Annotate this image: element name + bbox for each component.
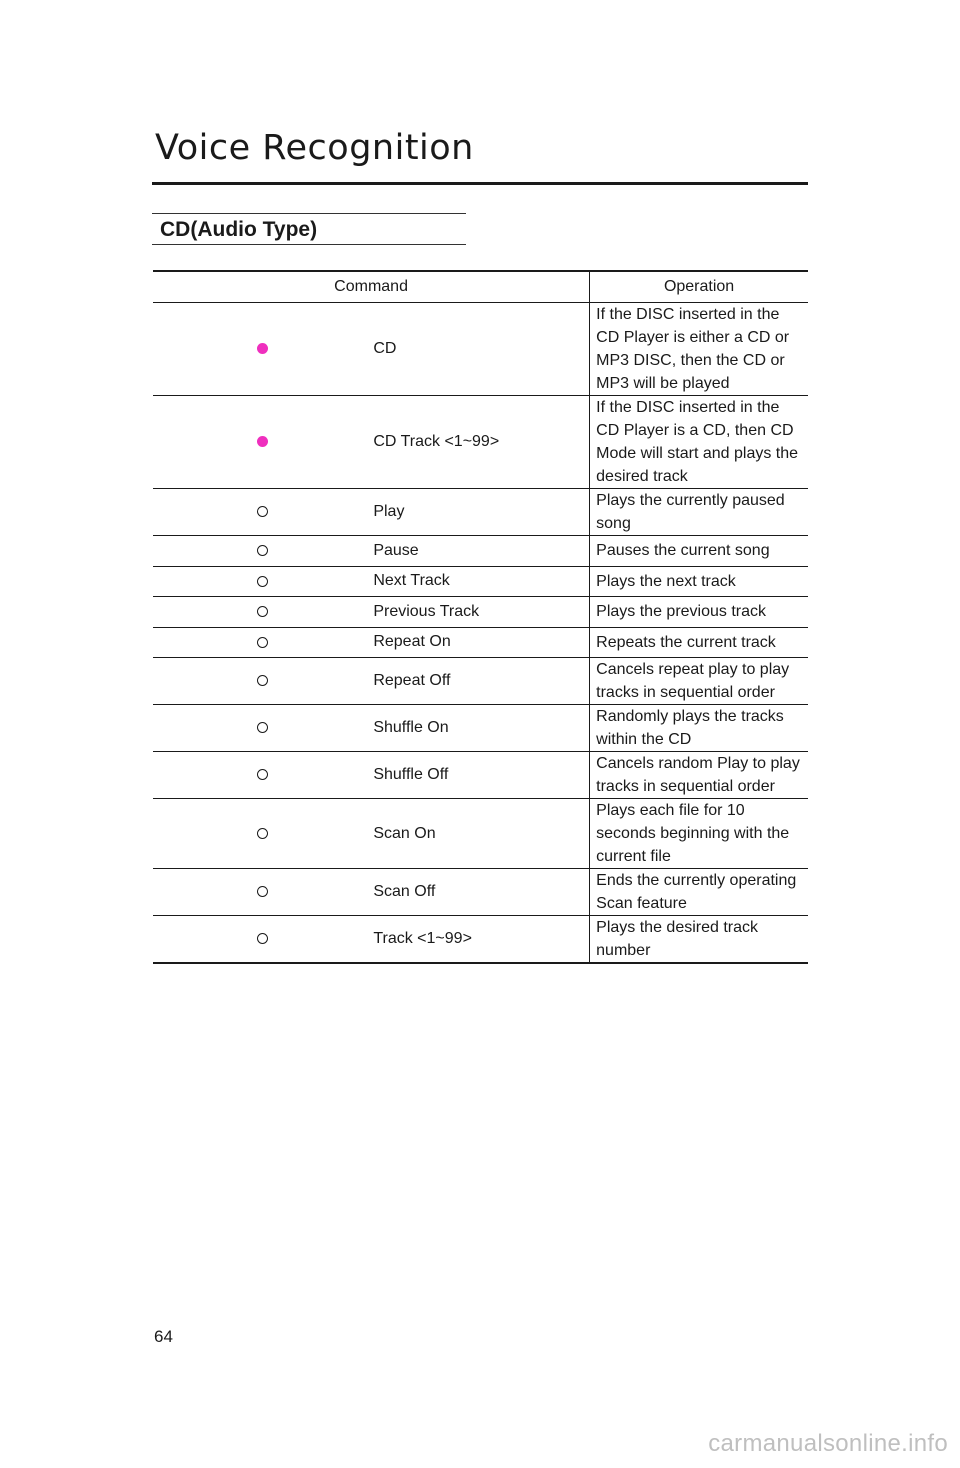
hollow-circle-icon [257, 933, 268, 944]
operation-cell: Pauses the current song [590, 536, 808, 567]
table-row [153, 658, 808, 705]
hollow-circle-icon [257, 506, 268, 517]
hollow-circle-icon [257, 828, 268, 839]
operation-cell: Cancels random Play to play tracks in sequential order [590, 752, 808, 799]
bullet-cell [153, 303, 371, 396]
table-row [153, 869, 808, 916]
table-row [153, 799, 808, 869]
column-header-operation: Operation [590, 271, 808, 303]
table-body [153, 303, 808, 964]
bullet-cell [153, 869, 371, 916]
watermark: carmanualsonline.info [708, 1430, 948, 1457]
table-row [153, 752, 808, 799]
table-row [153, 396, 808, 489]
bullet-cell [153, 658, 371, 705]
hollow-circle-icon [257, 637, 268, 648]
table-row [153, 566, 808, 597]
hollow-circle-icon [257, 769, 268, 780]
command-cell: CD [371, 303, 589, 396]
command-cell: Scan Off [371, 869, 589, 916]
page-number: 64 [154, 1327, 173, 1346]
bullet-cell [153, 597, 371, 628]
column-header-command: Command [153, 271, 590, 303]
page-title: Voice Recognition [155, 128, 474, 168]
table-header-row [153, 271, 808, 303]
command-cell: Pause [371, 536, 589, 567]
command-cell: Repeat Off [371, 658, 589, 705]
bullet-cell [153, 752, 371, 799]
operation-cell: If the DISC inserted in the CD Player is either a CD or MP3 DISC, then the CD or MP3 will be played [590, 303, 808, 396]
command-cell: Shuffle Off [371, 752, 589, 799]
bullet-cell [153, 627, 371, 658]
table-row [153, 536, 808, 567]
bullet-cell [153, 396, 371, 489]
command-cell: Track <1~99> [371, 916, 589, 964]
operation-cell: Plays the previous track [590, 597, 808, 628]
operation-cell: Cancels repeat play to play tracks in sequential order [590, 658, 808, 705]
filled-circle-icon [257, 343, 268, 354]
operation-cell: Ends the currently operating Scan feature [590, 869, 808, 916]
section-title: CD(Audio Type) [160, 218, 318, 241]
operation-cell: Plays the desired track number [596, 919, 759, 959]
operation-cell: Randomly plays the tracks within the CD [590, 705, 808, 752]
hollow-circle-icon [257, 722, 268, 733]
command-cell: CD Track <1~99> [371, 396, 589, 489]
hollow-circle-icon [257, 675, 268, 686]
command-cell: Previous Track [371, 597, 589, 628]
table-row [153, 303, 808, 396]
command-cell: Shuffle On [371, 705, 589, 752]
section-header [152, 213, 466, 245]
filled-circle-icon [257, 436, 268, 447]
bullet-cell [153, 705, 371, 752]
bullet-cell [153, 916, 371, 964]
operation-cell: Plays the currently paused song [590, 489, 808, 536]
command-cell: Scan On [371, 799, 589, 869]
hollow-circle-icon [257, 545, 268, 556]
hollow-circle-icon [257, 606, 268, 617]
bullet-cell [153, 799, 371, 869]
operation-cell: Repeats the current track [590, 627, 808, 658]
hollow-circle-icon [257, 576, 268, 587]
bullet-cell [153, 489, 371, 536]
table-row [153, 916, 808, 964]
table-row [153, 489, 808, 536]
table-row [153, 705, 808, 752]
operation-cell: Plays the next track [590, 566, 808, 597]
bullet-cell [153, 566, 371, 597]
operation-cell: If the DISC inserted in the CD Player is a CD, then CD Mode will start and plays the desired track [590, 396, 808, 489]
table-row [153, 597, 808, 628]
table-row [153, 627, 808, 658]
command-cell: Play [371, 489, 589, 536]
bullet-cell [153, 536, 371, 567]
hollow-circle-icon [257, 886, 268, 897]
command-table [153, 270, 808, 964]
command-cell: Next Track [371, 566, 589, 597]
title-divider [152, 182, 808, 185]
command-cell: Repeat On [371, 627, 589, 658]
operation-cell: Plays each file for 10 seconds beginning with the current file [590, 799, 808, 869]
